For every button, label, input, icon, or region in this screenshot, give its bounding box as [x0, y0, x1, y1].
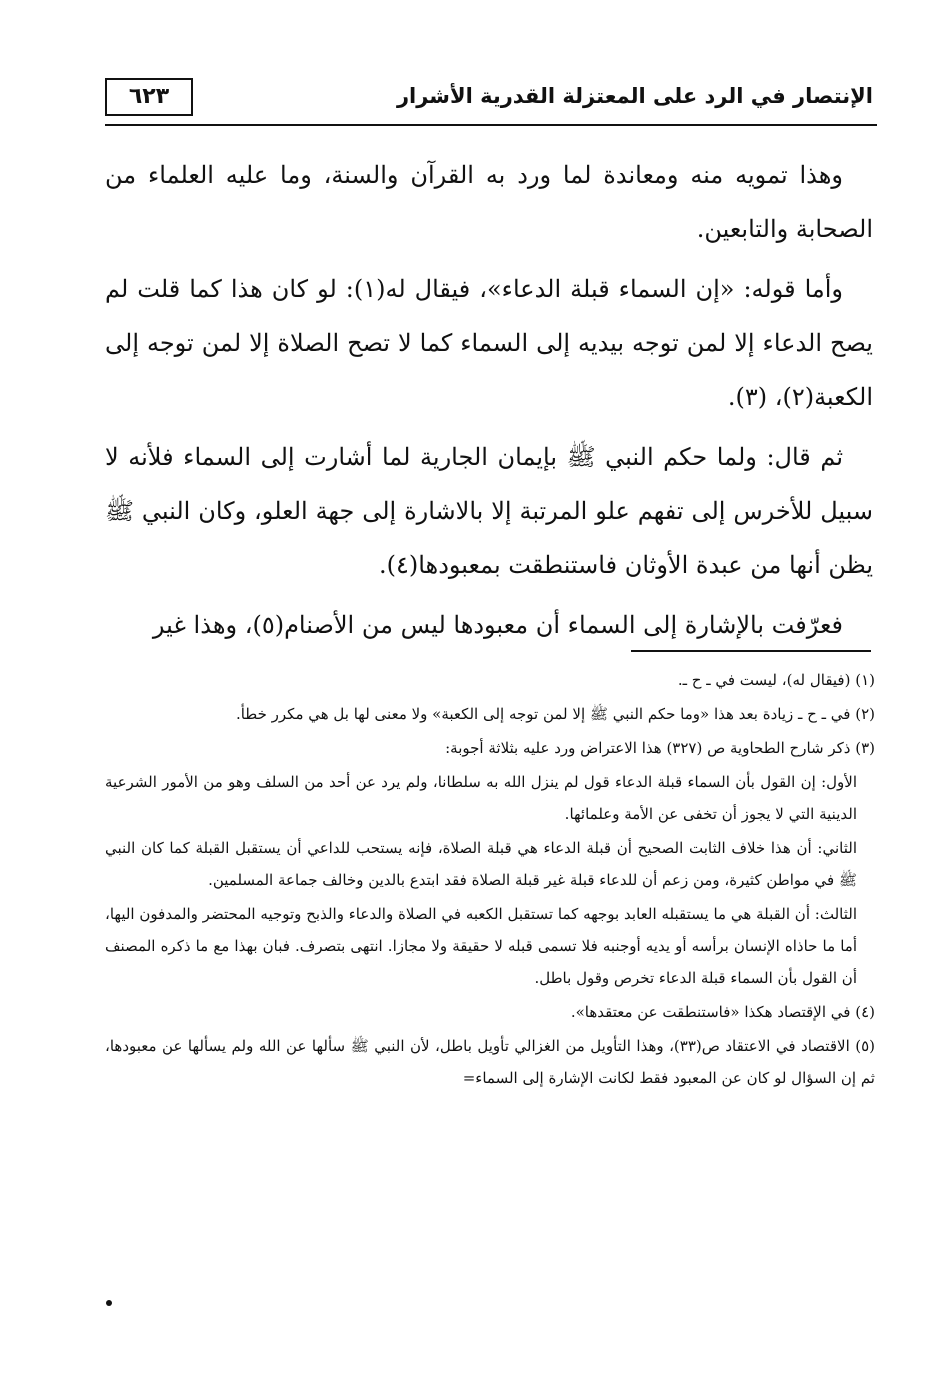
- footnote-5: (٥) الاقتصاد في الاعتقاد ص(٣٣)، وهذا التأويل من الغزالي تأويل باطل، لأن النبي ﷺ سألها عن الله ولم يسألها عن معبودها، ثم إن السؤال لو كان عن المعبود فقط لكانت الإشارة إلى السماء=: [105, 1037, 875, 1087]
- footnote-separator: [631, 650, 871, 652]
- page-number: ٦٢٣: [105, 78, 193, 116]
- paragraph: ثم قال: ولما حكم النبي ﷺ بإيمان الجارية لما أشارت إلى السماء فلأنه لا سبيل للأخرس إلى تفهم علو المرتبة إلا بالاشارة إلى جهة العلو، وكان النبي ﷺ يظن أنها من عبدة الأوثان فاستنطقت بمعبودها(٤).: [105, 443, 873, 579]
- footnote-3-second: الثاني: أن هذا خلاف الثابت الصحيح أن قبلة الدعاء هي قبلة الصلاة، فإنه يستحب للداعي أن يستقبل القبلة كما كان النبي ﷺ في مواطن كثيرة، ومن زعم أن للدعاء قبلة غير قبلة الصلاة فقد ابتدع بالدين وخالف جماعة المسلمين.: [105, 839, 857, 889]
- paragraph: وهذا تمويه منه ومعاندة لما ورد به القرآن والسنة، وما عليه العلماء من الصحابة والتابعين.: [105, 161, 873, 243]
- footnote-3: (٣) ذكر شارح الطحاوية ص (٣٢٧) هذا الاعتراض ورد عليه بثلاثة أجوبة:: [445, 739, 875, 757]
- header-rule: [105, 124, 877, 126]
- paragraph: فعرّفت بالإشارة إلى السماء أن معبودها ليس من الأصنام(٥)، وهذا غير: [152, 611, 843, 639]
- footnote-3-first: الأول: إن القول بأن السماء قبلة الدعاء قول لم ينزل الله به سلطانا، ولم يرد عن أحد من السلف وهو من الأمور الشرعية الدينية التي لا يجوز أن تخفى عن الأمة وعلمائها.: [105, 773, 857, 823]
- page-header: [105, 78, 877, 128]
- footnote-3-third: الثالث: أن القبلة هي ما يستقبله العابد بوجهه كما تستقبل الكعبه في الصلاة والدعاء والذبح وتوجيه المحتضر والمدفون اليها، أما ما حاذاه الإنسان برأسه أو يديه أوجنبه فلا تسمى قبله لا حقيقة ولا مجازا. انتهى بتصرف. فبان بهذا مع ما ذكره المصنف أن القول بأن السماء قبلة الدعاء تخرص وقول باطل.: [105, 905, 857, 987]
- footnote-2: (٢) في ـ ح ـ زيادة بعد هذا «وما حكم النبي ﷺ إلا لمن توجه إلى الكعبة» ولا معنى لها بل هي مكرر خطأ.: [235, 705, 875, 723]
- footnote-4: (٤) في الإقتصاد هكذا «فاستنطقت عن معتقدها».: [570, 1003, 875, 1021]
- print-mark: [106, 1300, 112, 1306]
- footnote-1: (١) (فيقال له)، ليست في ـ ح ـ.: [677, 671, 875, 689]
- paragraph: وأما قوله: «إن السماء قبلة الدعاء»، فيقال له(١): لو كان هذا كما قلت لم يصح الدعاء إلا لمن توجه بيديه إلى السماء كما لا تصح الصلاة إلا لمن توجه إلى الكعبة(٢)، (٣).: [105, 275, 873, 411]
- main-text: [105, 148, 873, 658]
- running-title: الإنتصار في الرد على المعتزلة القدرية الأشرار: [396, 84, 873, 108]
- footnotes: [105, 664, 875, 1096]
